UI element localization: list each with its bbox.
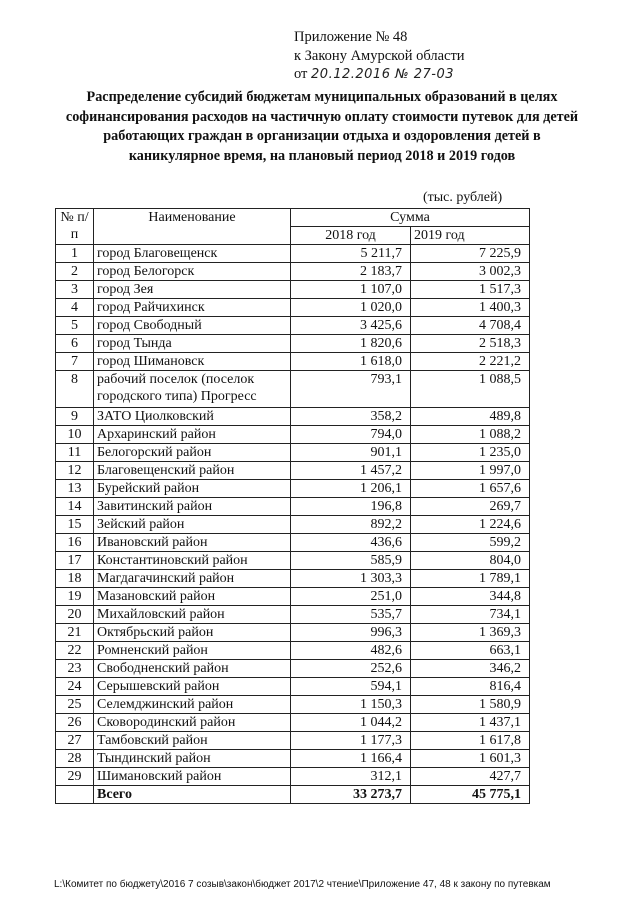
table-row <box>56 768 530 786</box>
row-name: город Белогорск <box>94 263 291 281</box>
row-2019: 734,1 <box>411 606 530 624</box>
row-name: Белогорский район <box>94 444 291 462</box>
table-row <box>56 642 530 660</box>
row-name: Тамбовский район <box>94 732 291 750</box>
table-row <box>56 444 530 462</box>
row-name: город Райчихинск <box>94 299 291 317</box>
row-2018: 1 618,0 <box>291 353 411 371</box>
row-name: Ивановский район <box>94 534 291 552</box>
row-number: 26 <box>56 714 94 732</box>
row-2019: 804,0 <box>411 552 530 570</box>
row-number: 9 <box>56 408 94 426</box>
row-name: город Тында <box>94 335 291 353</box>
row-number: 23 <box>56 660 94 678</box>
appendix-date-prefix: от <box>294 66 308 82</box>
row-name: Серышевский район <box>94 678 291 696</box>
row-2019: 1 789,1 <box>411 570 530 588</box>
row-number: 15 <box>56 516 94 534</box>
table-row <box>56 732 530 750</box>
row-2018: 1 150,3 <box>291 696 411 714</box>
row-2019: 489,8 <box>411 408 530 426</box>
total-2018: 33 273,7 <box>291 786 411 804</box>
row-2019: 4 708,4 <box>411 317 530 335</box>
row-2019: 1 580,9 <box>411 696 530 714</box>
row-name: Архаринский район <box>94 426 291 444</box>
table-row <box>56 552 530 570</box>
appendix-law: к Закону Амурской области <box>294 47 465 64</box>
row-number: 14 <box>56 498 94 516</box>
row-name: Селемджинский район <box>94 696 291 714</box>
row-name: Завитинский район <box>94 498 291 516</box>
header-2019: 2019 год <box>411 227 530 245</box>
row-number: 6 <box>56 335 94 353</box>
row-number: 20 <box>56 606 94 624</box>
row-2018: 196,8 <box>291 498 411 516</box>
table-row <box>56 317 530 335</box>
table-row <box>56 263 530 281</box>
row-number: 12 <box>56 462 94 480</box>
row-number: 21 <box>56 624 94 642</box>
row-number: 16 <box>56 534 94 552</box>
row-2019: 663,1 <box>411 642 530 660</box>
row-name: Зейский район <box>94 516 291 534</box>
row-2019: 1 088,5 <box>411 371 530 408</box>
row-2019: 1 235,0 <box>411 444 530 462</box>
row-number: 28 <box>56 750 94 768</box>
row-2019: 1 088,2 <box>411 426 530 444</box>
row-2018: 2 183,7 <box>291 263 411 281</box>
row-2018: 3 425,6 <box>291 317 411 335</box>
row-2018: 794,0 <box>291 426 411 444</box>
row-2018: 436,6 <box>291 534 411 552</box>
row-2018: 312,1 <box>291 768 411 786</box>
document-title: Распределение субсидий бюджетам муниципальных образований в целях софинансирования расходов на частичную оплату стоимости путевок для детей работающих граждан в организации отдыха и оздоровления детей в каникулярное время, на плановый период 2018 и 2019 годов <box>65 89 579 164</box>
row-2019: 1 369,3 <box>411 624 530 642</box>
row-2019: 1 517,3 <box>411 281 530 299</box>
row-2018: 892,2 <box>291 516 411 534</box>
table-row <box>56 696 530 714</box>
table-row <box>56 588 530 606</box>
appendix-header <box>294 28 465 85</box>
row-2019: 599,2 <box>411 534 530 552</box>
table-row <box>56 299 530 317</box>
row-2019: 346,2 <box>411 660 530 678</box>
row-2019: 269,7 <box>411 498 530 516</box>
table-row <box>56 714 530 732</box>
row-2018: 535,7 <box>291 606 411 624</box>
row-2019: 1 617,8 <box>411 732 530 750</box>
row-number: 27 <box>56 732 94 750</box>
row-name: Михайловский район <box>94 606 291 624</box>
row-number: 5 <box>56 317 94 335</box>
row-2018: 594,1 <box>291 678 411 696</box>
row-number: 2 <box>56 263 94 281</box>
header-name: Наименование <box>94 209 291 245</box>
total-row <box>56 786 530 804</box>
total-number <box>56 786 94 804</box>
total-label: Всего <box>94 786 291 804</box>
row-2019: 1 437,1 <box>411 714 530 732</box>
table-row <box>56 335 530 353</box>
table-row <box>56 570 530 588</box>
table-row <box>56 750 530 768</box>
table-row <box>56 353 530 371</box>
row-name: Сковородинский район <box>94 714 291 732</box>
row-2018: 358,2 <box>291 408 411 426</box>
appendix-number: Приложение № 48 <box>294 29 408 45</box>
row-name: Мазановский район <box>94 588 291 606</box>
table-row <box>56 534 530 552</box>
row-2019: 1 997,0 <box>411 462 530 480</box>
row-2019: 1 657,6 <box>411 480 530 498</box>
row-2018: 1 020,0 <box>291 299 411 317</box>
row-number: 10 <box>56 426 94 444</box>
subsidy-table <box>55 208 530 804</box>
table-row <box>56 281 530 299</box>
table-row <box>56 480 530 498</box>
table-row <box>56 678 530 696</box>
table-row <box>56 371 530 408</box>
row-number: 4 <box>56 299 94 317</box>
table-row <box>56 606 530 624</box>
row-2018: 482,6 <box>291 642 411 660</box>
table-row <box>56 516 530 534</box>
file-path-footer: L:\Комитет по бюджету\2016 7 созыв\закон\бюджет 2017\2 чтение\Приложение 47, 48 к закону по путевкам <box>54 879 551 890</box>
row-2019: 1 224,6 <box>411 516 530 534</box>
row-2018: 1 303,3 <box>291 570 411 588</box>
row-2018: 1 820,6 <box>291 335 411 353</box>
row-name: Благовещенский район <box>94 462 291 480</box>
table-row <box>56 660 530 678</box>
table-row <box>56 462 530 480</box>
row-name: Ромненский район <box>94 642 291 660</box>
row-number: 13 <box>56 480 94 498</box>
row-2019: 7 225,9 <box>411 245 530 263</box>
table-row <box>56 408 530 426</box>
row-2019: 2 221,2 <box>411 353 530 371</box>
table-row <box>56 498 530 516</box>
row-2018: 1 166,4 <box>291 750 411 768</box>
row-2019: 1 400,3 <box>411 299 530 317</box>
row-number: 17 <box>56 552 94 570</box>
row-2018: 1 044,2 <box>291 714 411 732</box>
header-sum: Сумма <box>291 209 530 227</box>
row-2018: 5 211,7 <box>291 245 411 263</box>
row-2019: 344,8 <box>411 588 530 606</box>
row-number: 29 <box>56 768 94 786</box>
row-name: Свободненский район <box>94 660 291 678</box>
row-name: Константиновский район <box>94 552 291 570</box>
row-name: рабочий поселок (поселок городского типа) Прогресс <box>94 371 291 408</box>
row-2019: 427,7 <box>411 768 530 786</box>
row-number: 1 <box>56 245 94 263</box>
row-number: 22 <box>56 642 94 660</box>
row-name: город Шимановск <box>94 353 291 371</box>
row-2019: 2 518,3 <box>411 335 530 353</box>
row-2018: 996,3 <box>291 624 411 642</box>
units-label: (тыс. рублей) <box>423 190 503 205</box>
row-number: 7 <box>56 353 94 371</box>
table-row <box>56 624 530 642</box>
row-2018: 1 107,0 <box>291 281 411 299</box>
row-name: Октябрьский район <box>94 624 291 642</box>
table-row <box>56 426 530 444</box>
row-number: 3 <box>56 281 94 299</box>
row-name: Бурейский район <box>94 480 291 498</box>
row-name: Магдагачинский район <box>94 570 291 588</box>
table-row <box>56 245 530 263</box>
handwritten-date-number: 20.12.2016 № 27-03 <box>311 67 455 82</box>
row-number: 24 <box>56 678 94 696</box>
row-2018: 901,1 <box>291 444 411 462</box>
row-2018: 1 206,1 <box>291 480 411 498</box>
row-2018: 793,1 <box>291 371 411 408</box>
row-2018: 585,9 <box>291 552 411 570</box>
row-2018: 251,0 <box>291 588 411 606</box>
row-number: 8 <box>56 371 94 408</box>
header-2018: 2018 год <box>291 227 411 245</box>
row-name: город Зея <box>94 281 291 299</box>
row-number: 11 <box>56 444 94 462</box>
row-number: 19 <box>56 588 94 606</box>
row-name: Шимановский район <box>94 768 291 786</box>
row-2018: 1 457,2 <box>291 462 411 480</box>
row-2018: 252,6 <box>291 660 411 678</box>
row-name: ЗАТО Циолковский <box>94 408 291 426</box>
appendix-date-line <box>294 65 465 85</box>
total-2019: 45 775,1 <box>411 786 530 804</box>
row-2018: 1 177,3 <box>291 732 411 750</box>
row-name: город Благовещенск <box>94 245 291 263</box>
row-name: Тындинский район <box>94 750 291 768</box>
row-2019: 1 601,3 <box>411 750 530 768</box>
header-number: № п/п <box>56 209 94 245</box>
row-number: 18 <box>56 570 94 588</box>
row-2019: 3 002,3 <box>411 263 530 281</box>
row-2019: 816,4 <box>411 678 530 696</box>
row-name: город Свободный <box>94 317 291 335</box>
row-number: 25 <box>56 696 94 714</box>
